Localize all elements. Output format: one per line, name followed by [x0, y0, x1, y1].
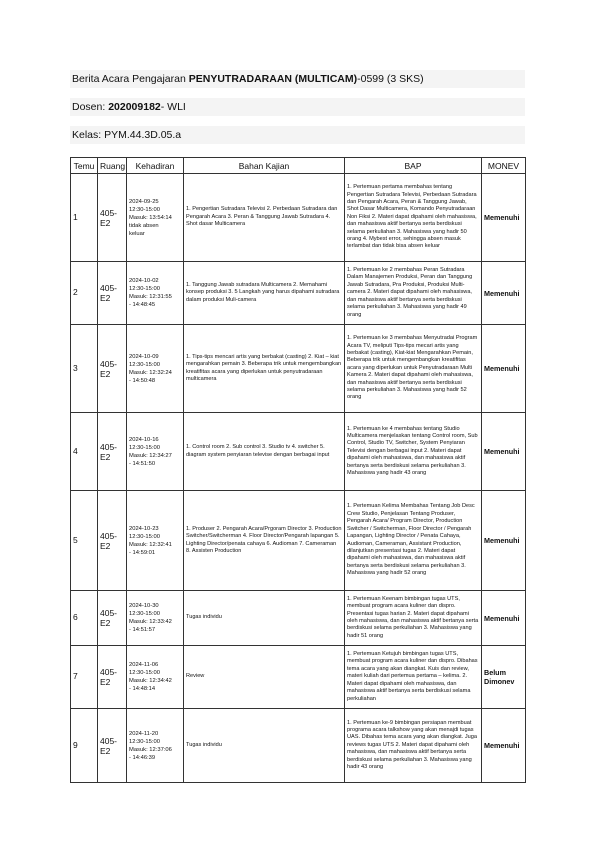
- attendance-line: - 14:48:45: [129, 302, 156, 308]
- lecturer-label: Dosen:: [72, 101, 109, 113]
- col-header-monev: MONEV: [482, 158, 526, 174]
- cell-temu: 9: [71, 709, 98, 783]
- cell-kehadiran: [127, 325, 184, 413]
- attendance-line: 2024-10-30: [129, 603, 159, 609]
- cell-bahan-kajian: 1. Tips-tips mencari artis yang berbakat (casting) 2. Kiat – kiat mengarahkan pemain 3. Beberapa trik untuk mengembangkan kreatifitas acara yang diperlukan untuk penyutradaraan multicamera: [184, 325, 345, 413]
- cell-ruang: 405-E2: [98, 174, 127, 262]
- cell-temu: 1: [71, 174, 98, 262]
- cell-bahan-kajian: 1. Produser 2. Pengarah Acara/Prgoram Director 3. Production Switcher/Switcherman 4. Floor Director/Pengarah lapangan 5. Lighting Director/penata cahaya 6. Audioman 7. Cameraman 8. Assisten Production: [184, 491, 345, 591]
- attendance-line: 12:30-15:00: [129, 444, 160, 451]
- cell-monev: Memenuhi: [482, 491, 526, 591]
- attendance-line: - 14:51:50: [129, 460, 156, 467]
- cell-ruang: 405-E2: [98, 591, 127, 646]
- attendance-line: - 14:48:14: [129, 686, 156, 692]
- cell-ruang: 405-E2: [98, 491, 127, 591]
- cell-monev: Memenuhi: [482, 709, 526, 783]
- cell-temu: 5: [71, 491, 98, 591]
- table-row: [71, 262, 526, 325]
- attendance-line: 2024-10-16: [129, 436, 159, 443]
- cell-ruang: 405-E2: [98, 709, 127, 783]
- attendance-line: 2024-10-02: [129, 278, 159, 284]
- attendance-line: - 14:51:57: [129, 627, 156, 633]
- table-row: [71, 709, 526, 783]
- cell-bahan-kajian: Tugas individu: [184, 591, 345, 646]
- attendance-line: Masuk: 12:33:42: [129, 619, 172, 625]
- cell-monev: Memenuhi: [482, 174, 526, 262]
- attendance-line: 12:30-15:00: [129, 611, 160, 617]
- attendance-line: Masuk: 12:32:41: [129, 541, 172, 548]
- attendance-line: Masuk: 12:32:24: [129, 369, 172, 376]
- cell-kehadiran: [127, 413, 184, 491]
- attendance-line: - 14:46:39: [129, 754, 156, 761]
- attendance-line: 2024-09-25: [129, 198, 159, 205]
- cell-kehadiran: [127, 709, 184, 783]
- teaching-report-table: [70, 157, 526, 783]
- cell-kehadiran: [127, 262, 184, 325]
- attendance-line: 12:30-15:00: [129, 361, 160, 368]
- col-header-temu: Temu: [71, 158, 98, 174]
- cell-bahan-kajian: 1. Tanggung Jawab sutradara Multicamera 2. Memahami konsep produksi 3. 5 Langkah yang harus dipahami sutradara dalam produksi Muli-camera: [184, 262, 345, 325]
- attendance-line: 2024-11-06: [129, 662, 159, 668]
- attendance-line: - 14:59:01: [129, 549, 156, 556]
- cell-bap: 1. Pertemuan Keenam bimbingan tugas UTS, membuat program acara kuliner dan dispro. Presentasi tugas harian 2. Materi dapat dipahami oleh mahasiswa, dan mahasiswa aktif bertanya serta berdiskusi selama perkuliahan 3. Mahasiswa yang hadir 51 orang: [345, 591, 482, 646]
- cell-kehadiran: [127, 174, 184, 262]
- col-header-bap: BAP: [345, 158, 482, 174]
- cell-monev: Memenuhi: [482, 591, 526, 646]
- attendance-line: 2024-11-20: [129, 730, 159, 737]
- cell-monev: Belum Dimonev: [482, 646, 526, 709]
- class-line: Kelas: PYM.44.3D.05.a: [70, 126, 525, 144]
- cell-ruang: 405-E2: [98, 262, 127, 325]
- attendance-line: 12:30-15:00: [129, 738, 160, 745]
- col-header-bahan-kajian: Bahan Kajian: [184, 158, 345, 174]
- attendance-line: Masuk: 12:34:42: [129, 678, 172, 684]
- table-body: [71, 174, 526, 783]
- attendance-line: 12:30-15:00: [129, 533, 160, 540]
- attendance-line: 12:30-15:00: [129, 286, 160, 292]
- cell-bahan-kajian: Tugas individu: [184, 709, 345, 783]
- cell-bahan-kajian: 1. Control room 2. Sub control 3. Studio tv 4. switcher 5. diagram system penyiaran televise dengan berbagai input: [184, 413, 345, 491]
- cell-kehadiran: [127, 591, 184, 646]
- attendance-line: Masuk: 12:31:55: [129, 294, 172, 300]
- cell-bahan-kajian: 1. Pengertian Sutradara Televisi 2. Perbedaan Sutradara dan Pengarah Acara 3. Peran & Tanggung Jawab Sutradara 4. Shot dasar Multicamera: [184, 174, 345, 262]
- attendance-line: 2024-10-09: [129, 353, 159, 360]
- col-header-kehadiran: Kehadiran: [127, 158, 184, 174]
- cell-bap: 1. Pertemuan ke 2 membahas Peran Sutradara Dalam Manajemen Produksi, Peran dan Tanggung Jawab Sutradara, Pra Produksi, Produksi Multi-camera 2. Materi dapat dipahami oleh mahasiswa, dan mahasiswa aktif bertanya serta berdiskusi selama perkuliahan 3. Mahasiswa yang hadir 49 orang: [345, 262, 482, 325]
- table-header-row: [71, 158, 526, 174]
- attendance-line: Masuk: 13:54:14: [129, 214, 172, 221]
- col-header-ruang: Ruang: [98, 158, 127, 174]
- attendance-line: Masuk: 12:34:27: [129, 452, 172, 459]
- cell-monev: Memenuhi: [482, 262, 526, 325]
- cell-kehadiran: [127, 646, 184, 709]
- title-prefix: Berita Acara Pengajaran: [72, 73, 189, 85]
- cell-bahan-kajian: Review: [184, 646, 345, 709]
- cell-bap: 1. Pertemuan Ketujuh bimbingan tugas UTS, membuat program acara kuliner dan dispro. Dibahas tema acara yang akan diangkat. Kuis dan review, materi kuliah dari pertemua pertama – kelima. 2. Materi dapat dipahami oleh mahasiswa, dan mahasiswa aktif bertanya serta berdiskusi selama perkuliahan: [345, 646, 482, 709]
- document-title: [70, 70, 525, 88]
- cell-monev: Memenuhi: [482, 325, 526, 413]
- title-suffix: -0599 (3 SKS): [357, 73, 424, 85]
- cell-temu: 3: [71, 325, 98, 413]
- cell-ruang: 405-E2: [98, 646, 127, 709]
- cell-bap: 1. Pertemuan Kelima Membahas Tentang Job Desc Crew Studio, Penjelasan Tentang Produser, Pengarah Acara/ Program Director, Production Switcher / Switcherman, Floor Director / Pengarah Lapangan, Lighting Director / Penata Cahaya, Audioman, Cameraman, Assistant Production, dilanjutkan presentasi tugas 2. Materi dapat dipahami oleh mahasiswa, dan mahasiswa aktif bertanya serta berdiskusi selama perkuliahan 3. Mahasiswa yang hadir 52 orang: [345, 491, 482, 591]
- attendance-line: 2024-10-23: [129, 525, 159, 532]
- cell-bap: 1. Pertemuan ke 3 membahas Menyutradai Program Acara TV, meliputi Tips-tips mecari artis yang berbakat (casting), Kiat-kiat Mengarahkan Pemain, Beberapa trik untuk mengembangkan kreatifitas acara yang diperlukan untuk Penyutradaraan Multi Kamera 2. Materi dapat dipahami oleh mahasiswa, dan mahasiswa aktif bertanya serta berdiskusi selama perkuliahan 3. Mahasiswa yang hadir 52 orang: [345, 325, 482, 413]
- table-row: [71, 646, 526, 709]
- cell-temu: 2: [71, 262, 98, 325]
- attendance-line: 12:30-15:00: [129, 206, 160, 213]
- attendance-line: tidak absen: [129, 222, 159, 229]
- cell-bap: 1. Pertemuan ke 4 membahas tentang Studio Multicamera menjelaskan tentang Control room, Sub Control, Studio TV, Switcher, System Penyiaran Televisi dengan berbagai input 2. Materi dapat dipahami oleh mahasiswa, dan mahasiswa aktif bertanya serta berdiskusi selama perkuliahan 3. Mahasiswa yang hadir 43 orang: [345, 413, 482, 491]
- cell-temu: 7: [71, 646, 98, 709]
- table-row: [71, 413, 526, 491]
- table-row: [71, 591, 526, 646]
- attendance-line: 12:30-15:00: [129, 670, 160, 676]
- table-row: [71, 491, 526, 591]
- lecturer-id: 202009182: [108, 101, 161, 113]
- cell-temu: 6: [71, 591, 98, 646]
- cell-kehadiran: [127, 491, 184, 591]
- attendance-line: Masuk: 12:37:06: [129, 746, 172, 753]
- cell-bap: 1. Pertemuan pertama membahas tentang Pengertian Sutradara Televisi, Perbedaan Sutradara dan Pengarah Acara, Peran & Tanggung Jawab, Shot Dasar Multicamera, Komando Penyutradaraan Non Fiksi 2. Materi dapat dipahami oleh mahasiswa, dan mahasiswa aktif bertanya serta berdiskusi selama perkuliahan 3. Mahasiswa yang hadir 50 orang 4. Mybest error, sehingga absen masuk terlambat dan tidak bisa absen keluar: [345, 174, 482, 262]
- attendance-line: keluar: [129, 230, 145, 237]
- course-name: PENYUTRADARAAN (MULTICAM): [188, 73, 358, 85]
- table-row: [71, 325, 526, 413]
- attendance-line: - 14:50:48: [129, 377, 156, 384]
- lecturer-code: - WLI: [160, 101, 186, 113]
- cell-temu: 4: [71, 413, 98, 491]
- cell-bap: 1. Pertemuan ke-9 bimbingan persiapan membuat programa acara talkshow yang akan menajdi tugas UAS. Dibahas tema acara yang akan diangkat. Juga reviews tugas UTS 2. Materi dapat dipahami oleh mahasiswa, dan mahasiswa aktif bertanya serta berdiskusi selama perkuliahan 3. Mahasiswa yang hadir 43 orang: [345, 709, 482, 783]
- cell-ruang: 405-E2: [98, 325, 127, 413]
- cell-ruang: 405-E2: [98, 413, 127, 491]
- lecturer-line: [70, 98, 525, 116]
- cell-monev: Memenuhi: [482, 413, 526, 491]
- table-row: [71, 174, 526, 262]
